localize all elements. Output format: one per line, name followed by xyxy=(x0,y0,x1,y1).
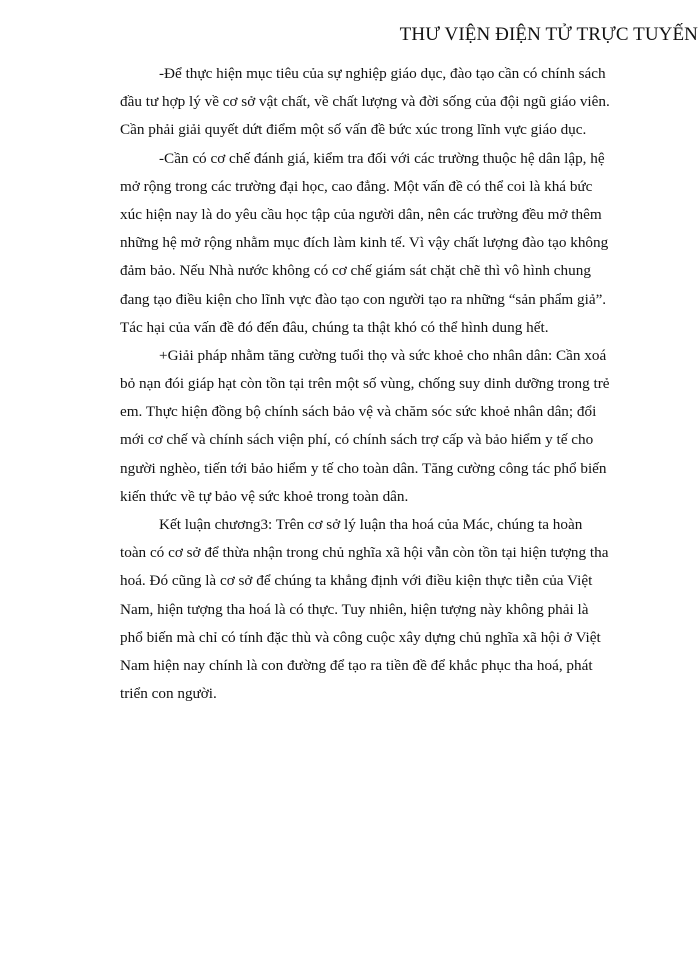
text-line: đang tạo điều kiện cho lĩnh vực đào tạo con người tạo ra những “sản phẩm giả”. xyxy=(120,290,607,308)
text-line: phổ biến mà chỉ có tính đặc thù và công cuộc xây dựng chủ nghĩa xã hội ở Việt xyxy=(120,628,601,646)
paragraph-chapter3-conclusion xyxy=(120,511,680,708)
text-line: xúc hiện nay là do yêu cầu học tập của người dân, nên các trường đều mở thêm xyxy=(120,205,602,223)
text-line: Nam hiện nay chính là con đường để tạo ra tiền đề để khắc phục tha hoá, phát xyxy=(120,656,593,674)
text-line: -Để thực hiện mục tiêu của sự nghiệp giáo dục, đào tạo cần có chính sách xyxy=(159,65,606,82)
text-line: mở rộng trong các trường đại học, cao đẳng. Một vấn đề có thể coi là khá bức xyxy=(120,177,593,195)
text-line: Cần phải giải quyết dứt điểm một số vấn đề bức xúc trong lĩnh vực giáo dục. xyxy=(120,121,587,139)
text-line: -Cần có cơ chế đánh giá, kiểm tra đối với các trường thuộc hệ dân lập, hệ xyxy=(159,149,605,167)
paragraph-education-policy xyxy=(120,60,680,145)
text-line: người nghèo, tiến tới bảo hiểm y tế cho toàn dân. Tăng cường công tác phổ biến xyxy=(120,459,607,477)
text-line: những hệ mở rộng nhằm mục đích làm kinh tế. Vì vậy chất lượng đào tạo không xyxy=(120,234,609,252)
text-line: đảm bảo. Nếu Nhà nước không có cơ chế giám sát chặt chẽ thì vô hình chung xyxy=(120,262,591,280)
text-line: Nam, hiện tượng tha hoá là có thực. Tuy nhiên, hiện tượng này không phải là xyxy=(120,600,589,618)
text-line: kiến thức về tự bảo vệ sức khoẻ trong toàn dân. xyxy=(120,487,409,505)
page-header-title: THƯ VIỆN ĐIỆN TỬ TRỰC TUYẾN xyxy=(399,24,698,45)
text-line: đầu tư hợp lý về cơ sở vật chất, về chất lượng và đời sống của đội ngũ giáo viên. xyxy=(120,93,610,111)
paragraph-evaluation-mechanism xyxy=(120,145,680,342)
text-line: triển con người. xyxy=(120,685,217,703)
text-line: bỏ nạn đói giáp hạt còn tồn tại trên một số vùng, chống suy dinh dưỡng trong trẻ xyxy=(120,375,610,393)
text-line: +Giải pháp nhằm tăng cường tuổi thọ và sức khoẻ cho nhân dân: Cần xoá xyxy=(159,346,607,364)
text-line: Kết luận chương3: Trên cơ sở lý luận tha hoá của Mác, chúng ta hoàn xyxy=(159,516,583,533)
text-line: Tác hại của vấn đề đó đến đâu, chúng ta thật khó có thể hình dung hết. xyxy=(120,318,549,336)
text-line: mới cơ chế và chính sách viện phí, có chính sách trợ cấp và bảo hiểm y tế cho xyxy=(120,431,594,449)
text-line: toàn có cơ sở để thừa nhận trong chủ nghĩa xã hội vẫn còn tồn tại hiện tượng tha xyxy=(120,544,609,562)
paragraph-health-solution xyxy=(120,342,680,511)
document-body xyxy=(120,60,680,708)
text-line: hoá. Đó cũng là cơ sở để chúng ta khẳng định với điều kiện thực tiễn của Việt xyxy=(120,572,593,590)
text-line: em. Thực hiện đồng bộ chính sách bảo vệ và chăm sóc sức khoẻ nhân dân; đổi xyxy=(120,403,597,421)
